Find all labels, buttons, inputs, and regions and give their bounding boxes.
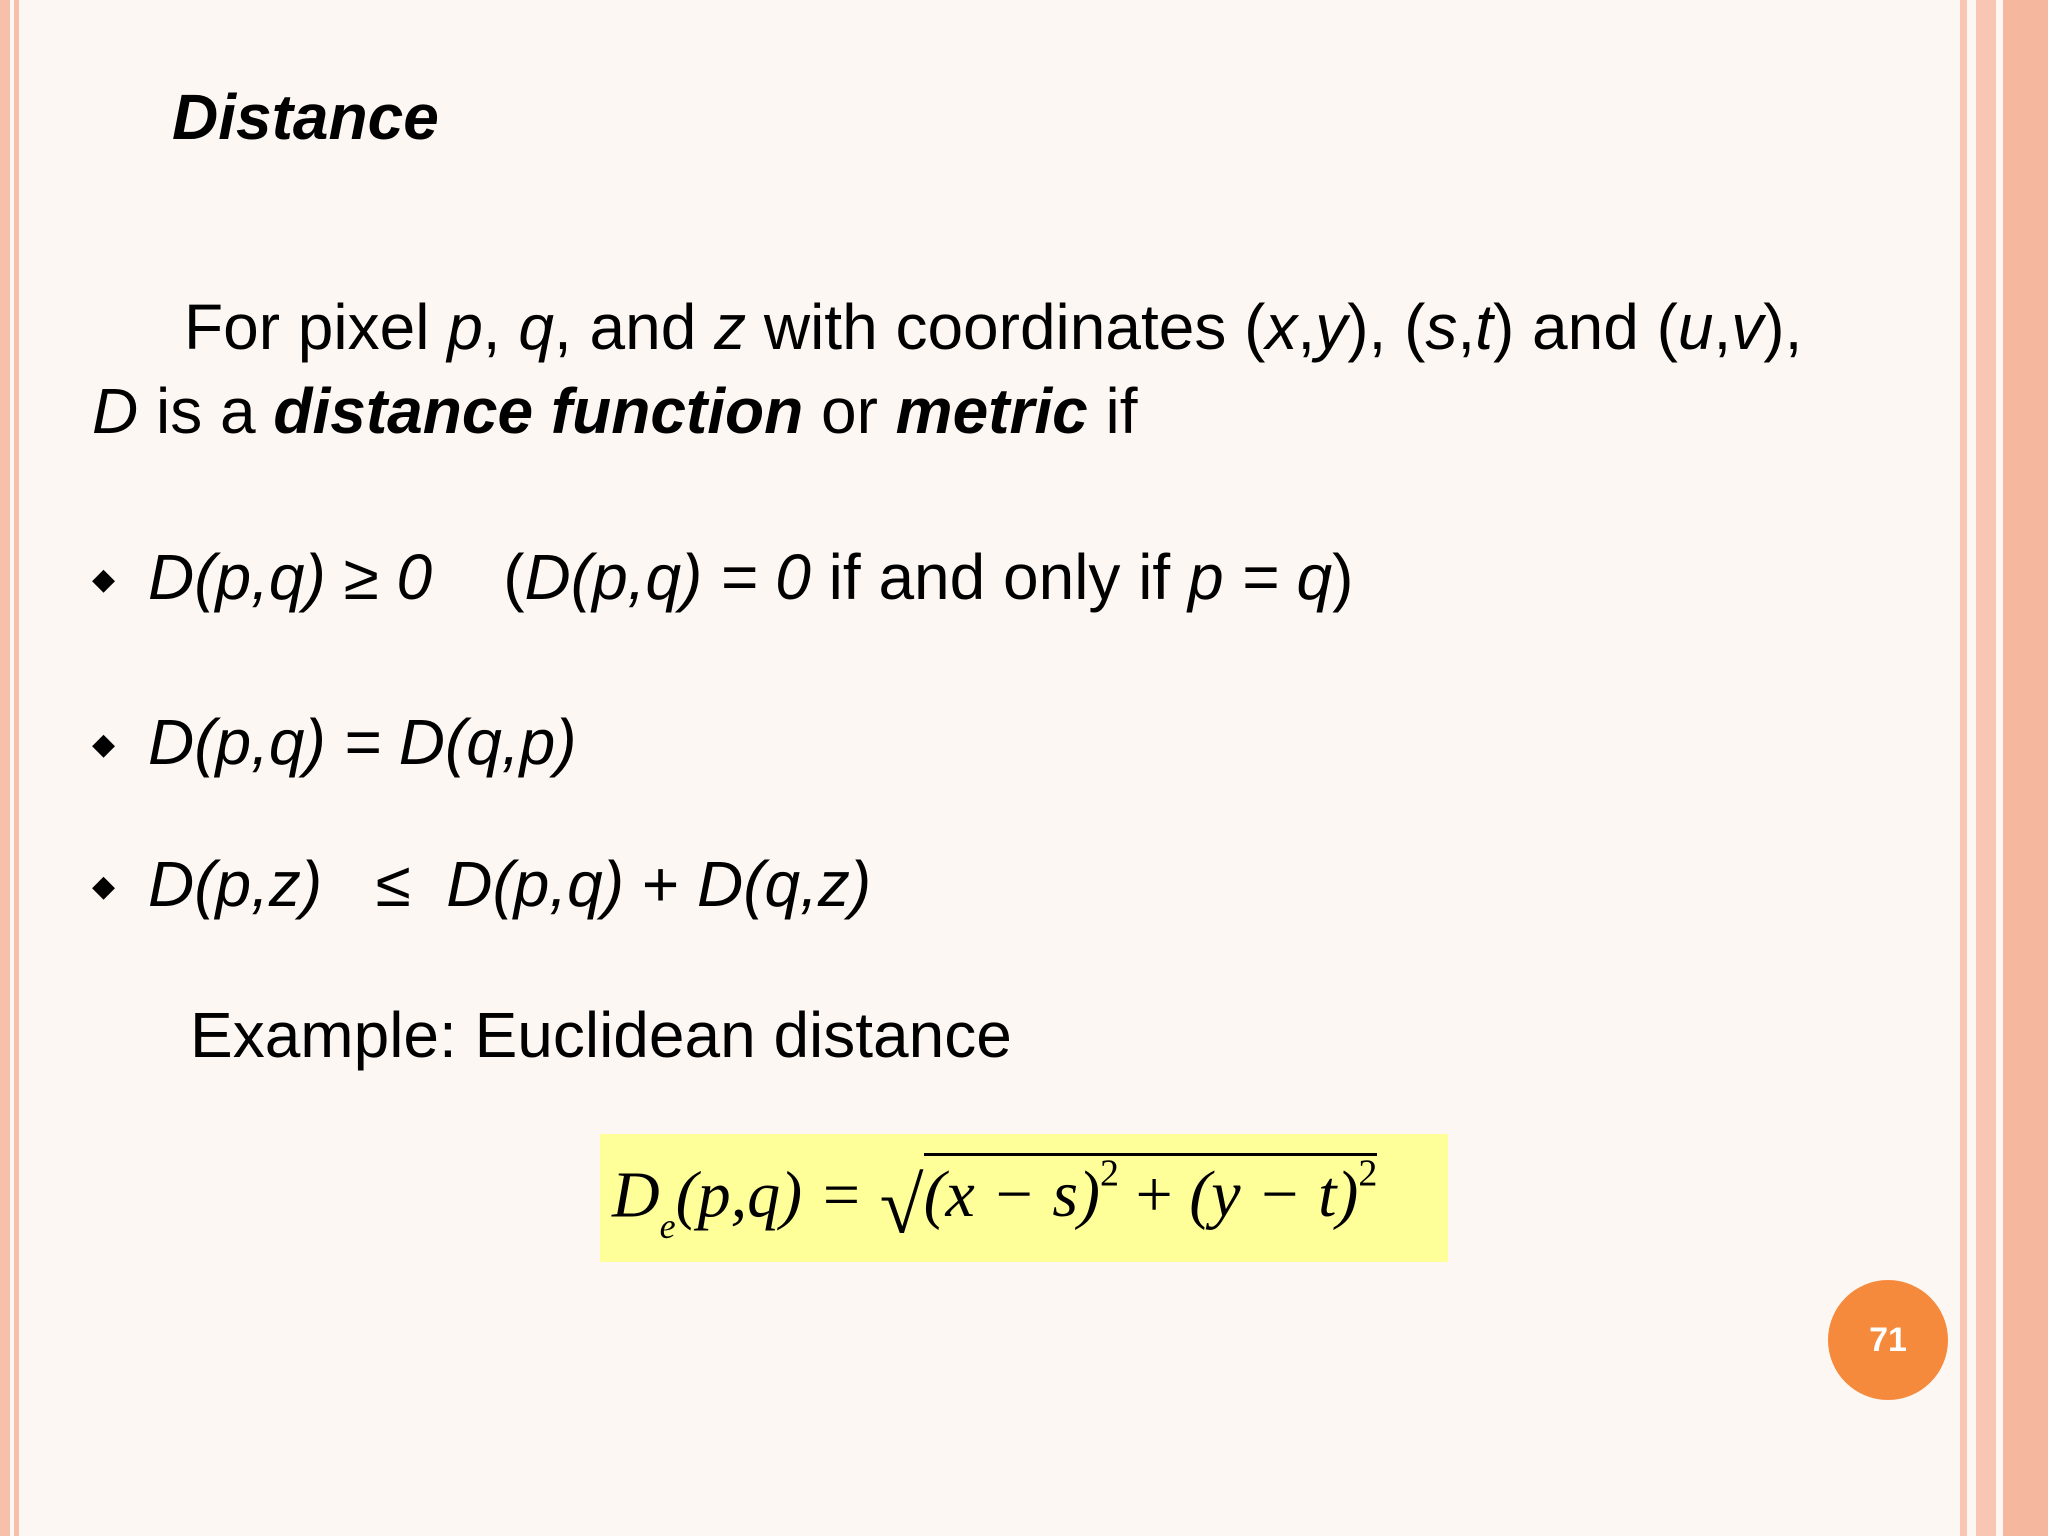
intro-paragraph: For pixel p, q, and z with coordinates (x,y), (s,t) and (u,v), D is a distance function or metric if xyxy=(92,291,1803,447)
page-number-badge: 71 xyxy=(1828,1280,1948,1400)
left-border-stripe xyxy=(0,0,10,1536)
slide-title: Distance xyxy=(172,81,439,153)
left-border-thin-stripe xyxy=(14,0,19,1536)
bullet-symmetry: ◆ D(p,q) = D(q,p) xyxy=(92,706,577,778)
diamond-bullet-icon: ◆ xyxy=(92,869,116,903)
bullet-nonnegativity: ◆ D(p,q) ≥ 0 (D(p,q) = 0 if and only if p = q) xyxy=(92,541,1354,613)
right-border-stripe-2 xyxy=(1976,0,1996,1536)
diamond-bullet-icon: ◆ xyxy=(92,562,116,596)
square-root-icon: √ xyxy=(879,1162,924,1251)
right-border-stripe-1 xyxy=(1960,0,1967,1536)
right-border-stripe-3 xyxy=(2003,0,2048,1536)
euclidean-formula: $D_e(p,q) = √(x - s)^2 + (y - t)^2$ xyxy=(612,1153,1378,1251)
example-label: Example: Euclidean distance xyxy=(190,999,1012,1071)
diamond-bullet-icon: ◆ xyxy=(92,727,116,761)
euclidean-formula-box xyxy=(600,1134,1448,1262)
bullet-triangle-inequality: ◆ D(p,z) ≤ D(p,q) + D(q,z) xyxy=(92,848,872,920)
